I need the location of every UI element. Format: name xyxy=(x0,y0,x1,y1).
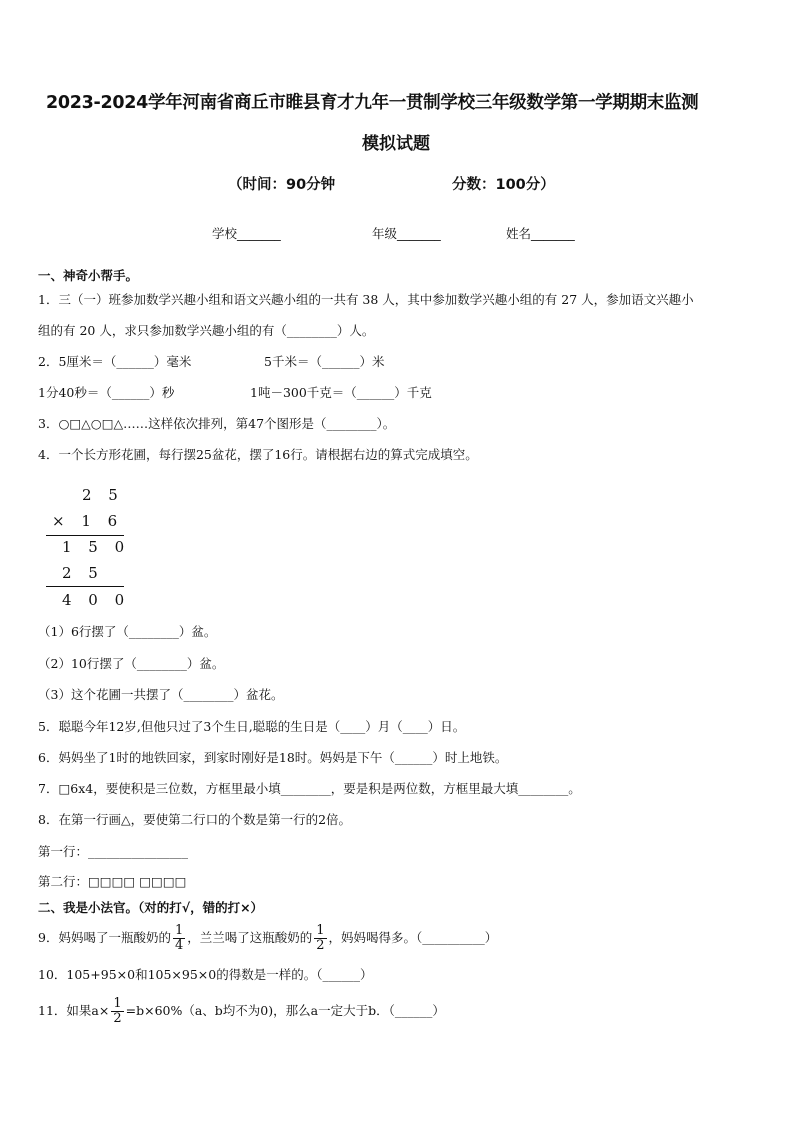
question-2-part-c: 1分40秒＝（______）秒 xyxy=(38,385,175,400)
question-8-row-1: 第一行：________________ xyxy=(38,844,189,859)
question-8: 8．在第一行画△，要使第二行口的个数是第一行的2倍。 xyxy=(38,812,352,827)
calc-row-3: 1 5 0 xyxy=(62,538,131,556)
question-4-sub-2: （2）10行摆了（________）盆。 xyxy=(38,656,225,671)
question-9-text-a: 9．妈妈喝了一瓶酸奶的 xyxy=(38,930,171,945)
grade-field[interactable]: 年级_______ xyxy=(372,226,441,241)
question-8-row-2: 第二行：□□□□ □□□□ xyxy=(38,874,187,889)
calc-row-5: 4 0 0 xyxy=(62,591,131,609)
fraction-one-quarter xyxy=(173,924,185,953)
name-field[interactable]: 姓名_______ xyxy=(506,226,575,241)
question-10: 10．105+95×0和105×95×0的得数是一样的。（______） xyxy=(38,967,373,982)
question-4-sub-1: （1）6行摆了（________）盆。 xyxy=(38,624,217,639)
fraction-denominator: 2 xyxy=(113,1011,122,1026)
question-9-text-b: ，兰兰喝了这瓶酸奶的 xyxy=(187,930,313,945)
question-11-text-a: 11．如果a× xyxy=(38,1003,110,1018)
question-2-part-b: 5千米＝（______）米 xyxy=(264,354,385,369)
question-9-text-c: ，妈妈喝得多。（__________） xyxy=(328,930,498,945)
fraction-denominator: 4 xyxy=(174,938,184,953)
exam-score: 分数：100分） xyxy=(452,177,555,193)
calc-divider-1 xyxy=(46,535,124,536)
fraction-numerator: 1 xyxy=(174,923,184,938)
exam-time: （时间：90分钟 xyxy=(228,177,336,193)
question-4-sub-3: （3）这个花圃一共摆了（________）盆花。 xyxy=(38,687,284,702)
fraction-one-half xyxy=(111,997,123,1026)
question-11-text-b: =b×60%（a、b均不为0)，那么a一定大于b．（______） xyxy=(125,1003,445,1018)
question-7: 7．□6x4，要使积是三位数，方框里最小填________，要是积是两位数，方框里最大填________。 xyxy=(38,781,581,796)
question-11 xyxy=(38,997,445,1026)
calc-row-4: 2 5 xyxy=(62,564,104,582)
page-title-line2: 模拟试题 xyxy=(362,134,430,154)
section-heading-2: 二、我是小法官。（对的打√，错的打×） xyxy=(38,900,264,915)
fraction-numerator: 1 xyxy=(316,923,325,938)
question-1-line2: 组的有 20 人，求只参加数学兴趣小组的有（________）人。 xyxy=(38,323,375,338)
question-4: 4．一个长方形花圃，每行摆25盆花，摆了16行。请根据右边的算式完成填空。 xyxy=(38,447,478,462)
question-6: 6．妈妈坐了1时的地铁回家，到家时刚好是18时。妈妈是下午（______）时上地铁。 xyxy=(38,750,508,765)
fraction-denominator: 2 xyxy=(316,938,325,953)
question-3: 3．○□△○□△……这样依次排列，第47个图形是（________）。 xyxy=(38,416,396,431)
question-2-part-d: 1吨－300千克＝（______）千克 xyxy=(250,385,432,400)
page-title: 2023-2024学年河南省商丘市睢县育才九年一贯制学校三年级数学第一学期期末监测 xyxy=(46,93,699,113)
fraction-numerator: 1 xyxy=(113,996,122,1011)
school-field[interactable]: 学校_______ xyxy=(212,226,281,241)
calc-divider-2 xyxy=(46,586,124,587)
calc-row-2: × 1 6 xyxy=(52,512,124,530)
calc-row-1: 2 5 xyxy=(82,486,124,504)
question-2-part-a: 2．5厘米＝（______）毫米 xyxy=(38,354,192,369)
question-9 xyxy=(38,924,497,953)
section-heading-1: 一、神奇小帮手。 xyxy=(38,268,139,283)
question-5: 5．聪聪今年12岁,但他只过了3个生日,聪聪的生日是（____）月（____）日。 xyxy=(38,719,466,734)
fraction-one-half xyxy=(314,924,326,953)
question-1-line1: 1．三（一）班参加数学兴趣小组和语文兴趣小组的一共有 38 人，其中参加数学兴趣小组的有 27 人，参加语文兴趣小 xyxy=(38,292,694,307)
